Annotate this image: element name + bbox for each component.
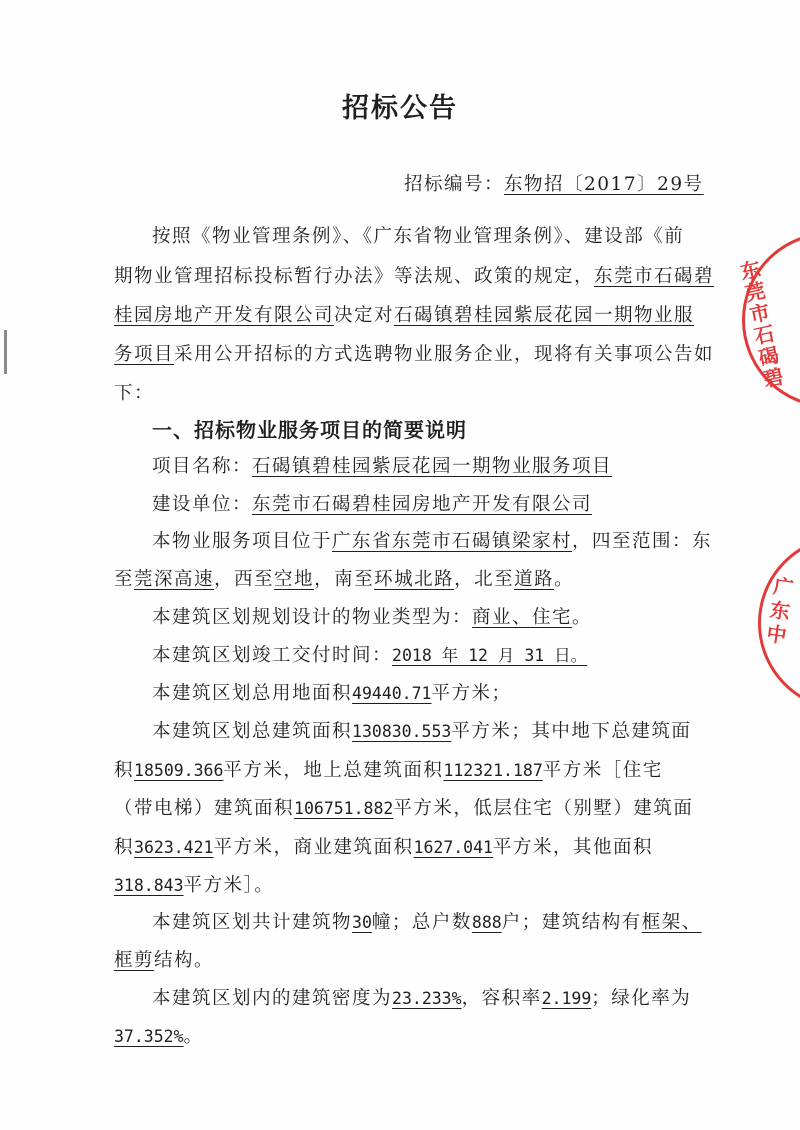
buildings-line-2 (114, 946, 214, 972)
density-line-1 (152, 984, 691, 1010)
building-count: 30 (352, 913, 372, 932)
location-text: 本物业服务项目位于 (152, 531, 333, 552)
build-area-text: 本建筑区划总建筑面积 (152, 721, 353, 742)
intro-line-3 (114, 301, 694, 327)
build-area-line-5 (114, 871, 274, 897)
property-type-value: 商业、住宅 (472, 607, 573, 628)
intro-line-5: 下： (114, 383, 155, 404)
total-build-area: 130830.553 (352, 722, 452, 741)
builder-line (152, 490, 592, 516)
location-text: ，北至 (454, 569, 515, 590)
land-area-unit: 平方米； (431, 683, 512, 704)
reference-label: 招标编号： (404, 174, 505, 195)
build-area-text: 积 (114, 837, 135, 858)
greening-rate: 37.352% (114, 1027, 184, 1046)
buildings-text: 幢；总户数 (371, 912, 472, 933)
build-area-text: 平方米，其他面积 (493, 837, 654, 858)
delivery-label: 本建筑区划竣工交付时间： (152, 645, 393, 666)
intro-developer-part2: 桂园房地产开发有限公司 (114, 305, 335, 326)
buildings-text: 本建筑区划共计建筑物 (152, 912, 353, 933)
residential-area: 106751.882 (294, 799, 394, 818)
intro-line-2 (114, 262, 714, 288)
density-text: ；绿化率为 (591, 988, 692, 1009)
build-area-text: （带电梯）建筑面积 (114, 798, 295, 819)
intro-text: 采用公开招标的方式选聘物业服务企业，现将有关事项公告如 (174, 344, 715, 365)
density-text: 。 (183, 1026, 204, 1047)
company-seal-top-text: 东莞市石碣碧 (738, 256, 786, 392)
company-seal-bottom-text: 广东中 (765, 573, 795, 648)
page-title: 招标公告 (342, 93, 458, 124)
delivery-date: 2018 年 12 月 31 日。 (392, 646, 588, 665)
boundary-north: 道路 (514, 569, 555, 590)
build-area-line-3 (114, 794, 693, 820)
delivery-line (152, 641, 587, 667)
boundary-south: 环城北路 (374, 569, 455, 590)
boundary-east: 莞深高速 (134, 569, 215, 590)
floor-area-ratio: 2.199 (541, 989, 592, 1008)
density-text: 本建筑区划内的建筑密度为 (152, 988, 393, 1009)
build-area-text: 平方米，商业建筑面积 (213, 837, 414, 858)
density-text: ，容积率 (461, 988, 542, 1009)
reference-number (404, 170, 704, 196)
property-type-line (152, 603, 592, 629)
location-place: 广东省东莞市石碣镇梁家村 (332, 531, 573, 552)
intro-developer-part1: 东莞市石碣碧 (594, 266, 715, 287)
buildings-text: 结构。 (154, 950, 215, 971)
buildings-text: 户；建筑结构有 (501, 912, 642, 933)
structure-type-1: 框架、 (641, 912, 702, 933)
aboveground-area: 112321.187 (443, 761, 543, 780)
underground-area: 18509.366 (134, 761, 224, 780)
builder-value: 东莞市石碣碧桂园房地产开发有限公司 (252, 494, 593, 515)
intro-line-1: 按照《物业管理条例》、《广东省物业管理条例》、建设部《前 (152, 226, 685, 247)
intro-text: 决定对 (334, 305, 395, 326)
property-type-end: 。 (572, 607, 593, 628)
intro-text: 期物业管理招标投标暂行办法》等法规、政策的规定， (114, 266, 595, 287)
build-area-text: 平方米，地上总建筑面积 (223, 760, 444, 781)
commercial-area: 1627.041 (413, 838, 493, 857)
land-area-label: 本建筑区划总用地面积 (152, 683, 353, 704)
household-count: 888 (471, 913, 502, 932)
section-1-heading: 一、招标物业服务项目的简要说明 (152, 418, 467, 442)
build-area-text: 平方米；其中地下总建筑面 (451, 721, 692, 742)
location-text: 。 (554, 569, 575, 590)
location-text: ，西至 (214, 569, 275, 590)
project-name-value: 石碣镇碧桂园紫辰花园一期物业服务项目 (252, 456, 613, 477)
build-area-line-2 (114, 756, 663, 782)
location-line-1 (152, 527, 712, 553)
project-name-line (152, 452, 612, 478)
land-area-value: 49440.71 (352, 684, 432, 703)
reference-value: 东物招〔2017〕29号 (504, 174, 704, 195)
structure-type-2: 框剪 (114, 950, 155, 971)
location-text: ，四至范围：东 (572, 531, 713, 552)
build-area-line-4 (114, 833, 653, 859)
build-area-text: 积 (114, 760, 135, 781)
intro-project-part1: 石碣镇碧桂园紫辰花园一期物业服 (394, 305, 695, 326)
build-area-text: 平方米，低层住宅（别墅）建筑面 (393, 798, 694, 819)
density-line-2 (114, 1022, 204, 1048)
intro-project-part2: 务项目 (114, 344, 175, 365)
build-area-line-1 (152, 717, 691, 743)
location-text: ，南至 (314, 569, 375, 590)
project-name-label: 项目名称： (152, 456, 253, 477)
location-text: 至 (114, 569, 135, 590)
other-area: 318.843 (114, 876, 184, 895)
buildings-line-1 (152, 908, 702, 934)
binding-mark (4, 330, 7, 374)
property-type-label: 本建筑区划规划设计的物业类型为： (152, 607, 473, 628)
villa-area: 3623.421 (134, 838, 214, 857)
land-area-line (152, 679, 512, 705)
build-area-text: 平方米［住宅 (542, 760, 663, 781)
build-area-text: 平方米］。 (183, 875, 275, 896)
builder-label: 建设单位： (152, 494, 253, 515)
building-density: 23.233% (392, 989, 462, 1008)
intro-line-4 (114, 340, 714, 366)
boundary-west: 空地 (274, 569, 315, 590)
location-line-2 (114, 565, 574, 591)
